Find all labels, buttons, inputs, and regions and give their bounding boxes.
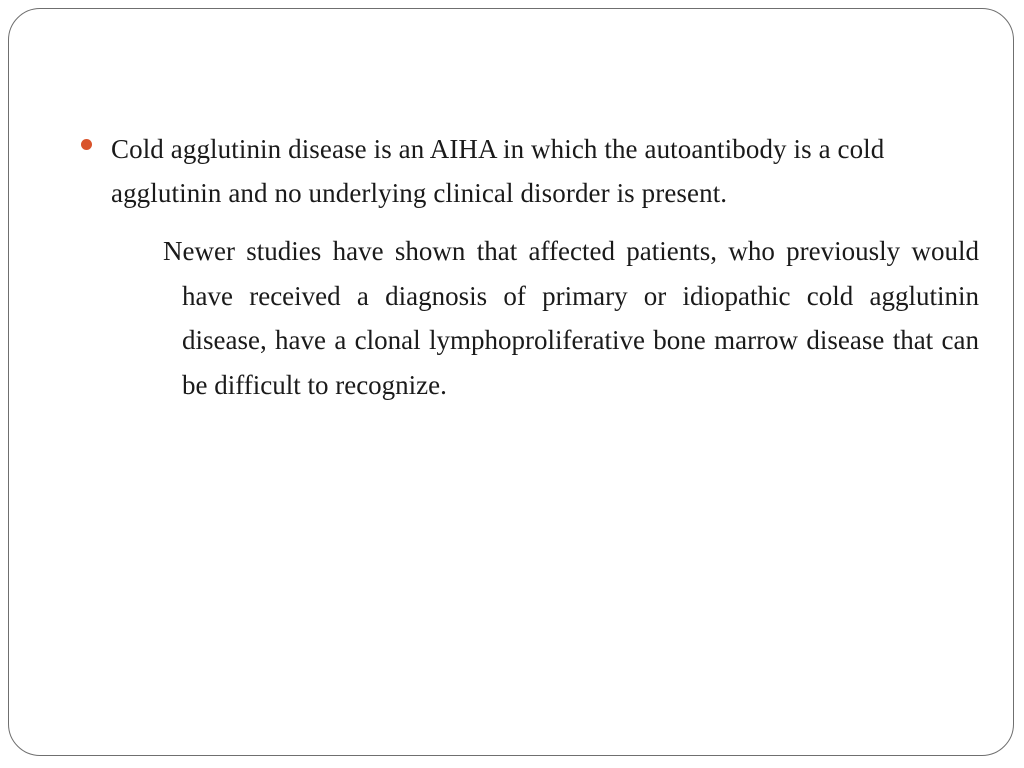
bullet-text: Cold agglutinin disease is an AIHA in which the autoantibody is a cold agglutinin and no underlying clinical disorder is present.	[111, 134, 885, 208]
slide-frame	[8, 8, 1014, 756]
sub-paragraph: Newer studies have shown that affected patients, who previously would have received a diagnosis of primary or idiopathic cold agglutinin disease, have a clonal lymphoproliferative bone marrow disease that can be difficult to recognize.	[163, 236, 979, 400]
bullet-dot-icon	[81, 139, 92, 150]
bullet-item	[81, 127, 981, 215]
slide-content	[9, 9, 1013, 755]
